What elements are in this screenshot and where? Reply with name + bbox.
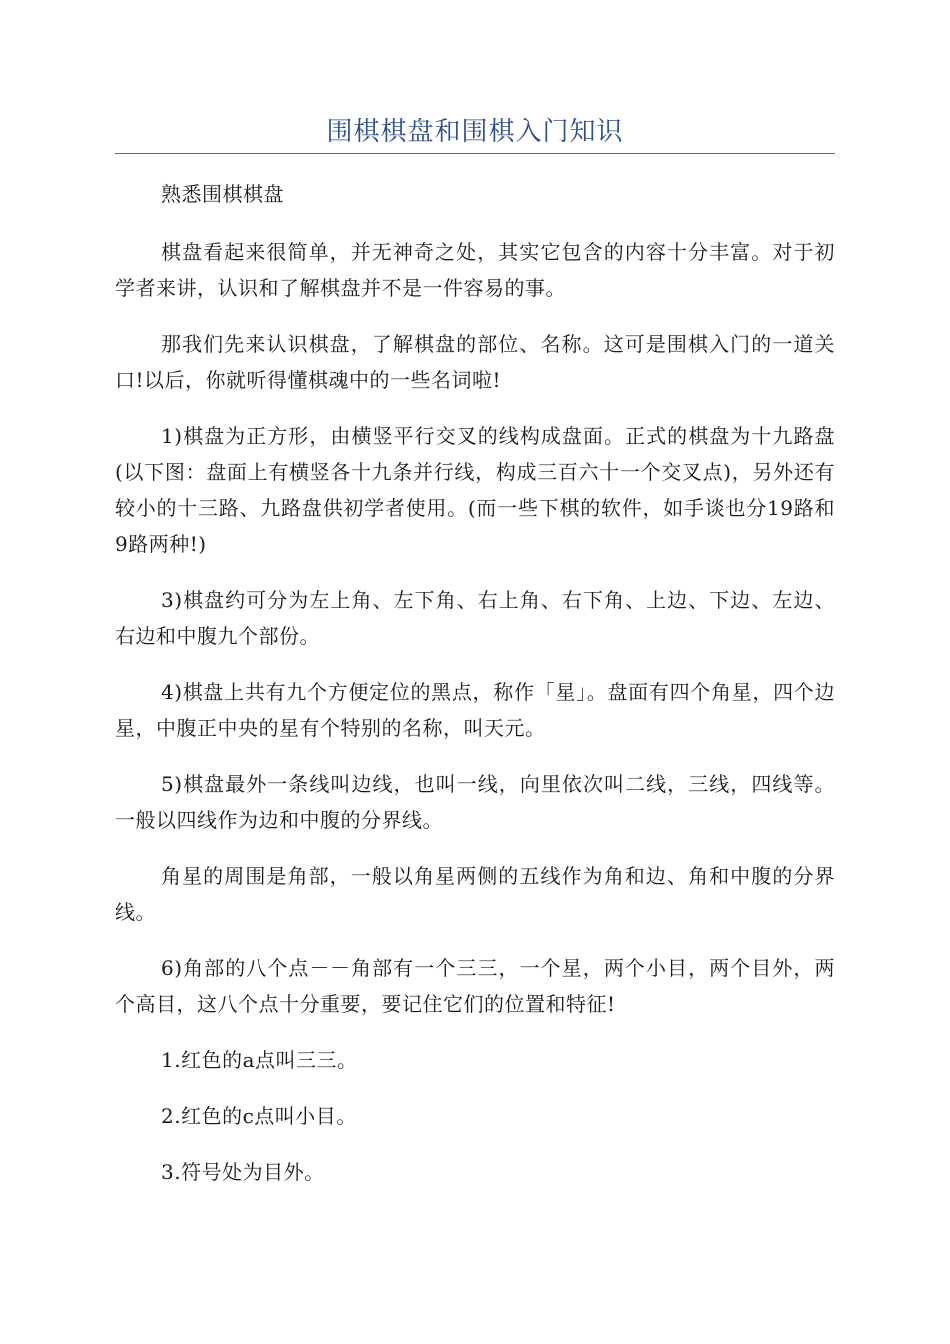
list-item: 3.符号处为目外。 — [161, 1160, 325, 1184]
title-underline — [115, 153, 835, 154]
paragraph: 4)棋盘上共有九个方便定位的黑点，称作「星」。盘面有四个角星，四个边星，中腹正中央的星有个特别的名称，叫天元。 — [115, 680, 835, 740]
paragraph: 1)棋盘为正方形，由横竖平行交叉的线构成盘面。正式的棋盘为十九路盘(以下图：盘面上有横竖各十九条并行线，构成三百六十一个交叉点)，另外还有较小的十三路、九路盘供初学者使用。(而一些下棋的软件，如手谈也分19路和9路两种!) — [115, 424, 835, 556]
section-heading: 熟悉围棋棋盘 — [161, 182, 284, 206]
list-item: 1.红色的a点叫三三。 — [161, 1048, 358, 1072]
paragraph: 5)棋盘最外一条线叫边线，也叫一线，向里依次叫二线，三线，四线等。一般以四线作为边和中腹的分界线。 — [115, 772, 835, 832]
paragraph: 角星的周围是角部，一般以角星两侧的五线作为角和边、角和中腹的分界线。 — [115, 864, 835, 924]
document-body — [115, 176, 835, 1210]
document-title: 围棋棋盘和围棋入门知识 — [326, 117, 624, 147]
paragraph: 棋盘看起来很简单，并无神奇之处，其实它包含的内容十分丰富。对于初学者来讲，认识和了解棋盘并不是一件容易的事。 — [115, 240, 835, 300]
list-item: 2.红色的c点叫小目。 — [161, 1104, 357, 1128]
paragraph: 6)角部的八个点－－角部有一个三三，一个星，两个小目，两个目外，两个高目，这八个点十分重要，要记住它们的位置和特征! — [115, 956, 835, 1016]
paragraph: 3)棋盘约可分为左上角、左下角、右上角、右下角、上边、下边、左边、右边和中腹九个部份。 — [115, 588, 835, 648]
paragraph: 那我们先来认识棋盘，了解棋盘的部位、名称。这可是围棋入门的一道关口!以后，你就听得懂棋魂中的一些名词啦! — [115, 332, 835, 392]
